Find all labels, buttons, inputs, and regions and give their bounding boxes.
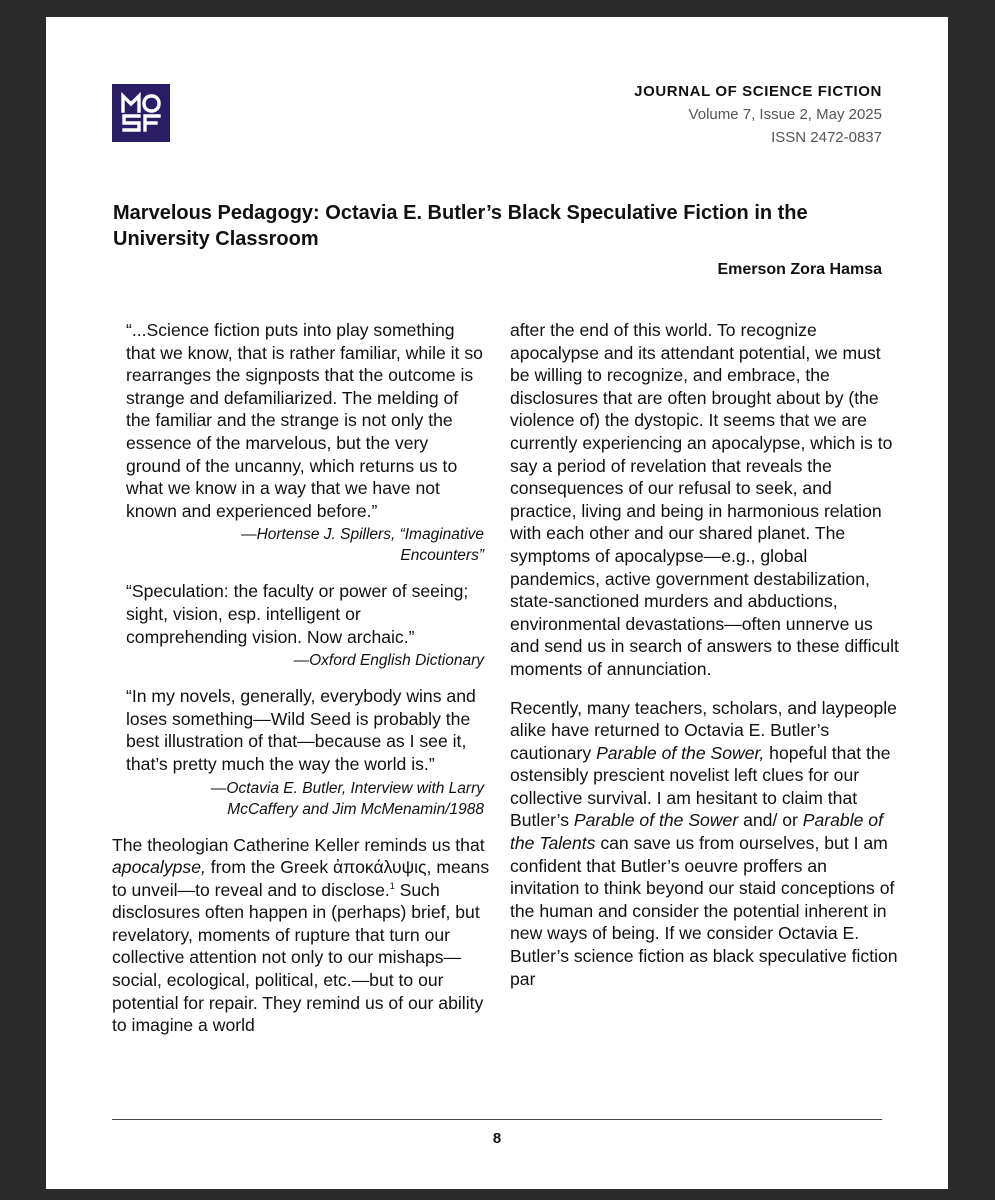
- text-run: hopeful that the ostensibly prescient novelist left clues for our collective survival. I am hesitant to claim that Butler’s: [510, 742, 891, 831]
- article-title: Marvelous Pedagogy: Octavia E. Butler’s Black Speculative Fiction in the University Classroom: [113, 202, 808, 250]
- epigraph-3: [126, 685, 484, 819]
- epigraph-1: [126, 319, 484, 566]
- page-number: 8: [492, 1130, 502, 1147]
- epigraph-attribution: —Hortense J. Spillers, “Imaginative Encounters”: [241, 526, 484, 565]
- journal-logo: [112, 84, 170, 142]
- epigraph-quote: “Speculation: the faculty or power of seeing; sight, vision, esp. intelligent or comprehending vision. Now archaic.”: [126, 581, 469, 647]
- epigraph-quote: “...Science fiction puts into play something that we know, that is rather familiar, while it so rearranges the signposts that the outcome is strange and defamiliarized. The melding of the familiar and the strange is not only the essence of the marvelous, but the very ground of the uncanny, which returns us to what we know in a way that we have not known and experienced before.”: [126, 320, 483, 521]
- text-run: The theologian Catherine Keller reminds us that: [112, 834, 485, 855]
- text-run: from the Greek ἀποκάλυψις, means to unveil—to reveal and to disclose.: [112, 857, 490, 900]
- epigraph-2: [126, 580, 484, 671]
- article-author: Emerson Zora Hamsa: [717, 261, 882, 278]
- book-title: Parable of the Talents: [510, 810, 883, 854]
- body-paragraph: after the end of this world. To recognize apocalypse and its attendant potential, we must be willing to recognize, and embrace, the disclosures that are often brought about by (the violence of) the dystopic. It seems that we are currently experiencing an apocalypse, which is to say a period of revelation that reveals the consequences of our refusal to seek, and practice, living and being in harmonious relation with each other and our shared planet. The symptoms of apocalypse—e.g., global pandemics, active government destabilization, state-sanctioned murders and abductions, environmental devastations—often unnerve us and send us in search of answers to these difficult moments of annunciation.: [510, 320, 899, 679]
- footnote-ref[interactable]: 1: [389, 880, 395, 891]
- journal-page: [46, 17, 948, 1189]
- epigraph-attribution: —Octavia E. Butler, Interview with Larry McCaffery and Jim McMenamin/1988: [210, 779, 484, 818]
- issn-line: ISSN 2472-0837: [771, 129, 882, 146]
- book-title: Parable of the Sower,: [596, 742, 765, 763]
- text-run: Recently, many teachers, scholars, and laypeople alike have returned to Octavia E. Butler’s cautionary: [510, 697, 897, 763]
- text-run: Such disclosures often happen in (perhaps) brief, but revelatory, moments of rupture that turn our collective attention not only to our mishaps—social, ecological, political, etc.—but to our potential for repair. They remind us of our ability to imagine a world: [112, 879, 484, 1036]
- journal-info: [634, 81, 882, 149]
- epigraph-quote: “In my novels, generally, everybody wins and loses something—Wild Seed is probably the best illustration of that—because as I see it, that’s pretty much the way the world is.”: [126, 686, 476, 774]
- footer-rule: [112, 1119, 882, 1120]
- right-column: [510, 319, 900, 1006]
- text-run: can save us from ourselves, but I am confident that Butler’s oeuvre proffers an invitation to think beyond our staid conceptions of the human and consider the potential inherent in new ways of being. If we consider Octavia E. Butler’s science fiction as black speculative fiction par: [510, 833, 898, 989]
- epigraph-attribution: —Oxford English Dictionary: [293, 652, 484, 670]
- left-column: [112, 319, 492, 1053]
- text-run: and/ or: [738, 810, 803, 831]
- mosf-logo-icon: [112, 84, 170, 142]
- volume-line: Volume 7, Issue 2, May 2025: [688, 106, 882, 123]
- body-paragraph: [112, 834, 492, 1037]
- book-title: Parable of the Sower: [573, 810, 739, 831]
- italic-term: apocalypse,: [112, 857, 206, 878]
- journal-title: JOURNAL OF SCIENCE FICTION: [634, 83, 882, 100]
- body-paragraph: [510, 697, 900, 991]
